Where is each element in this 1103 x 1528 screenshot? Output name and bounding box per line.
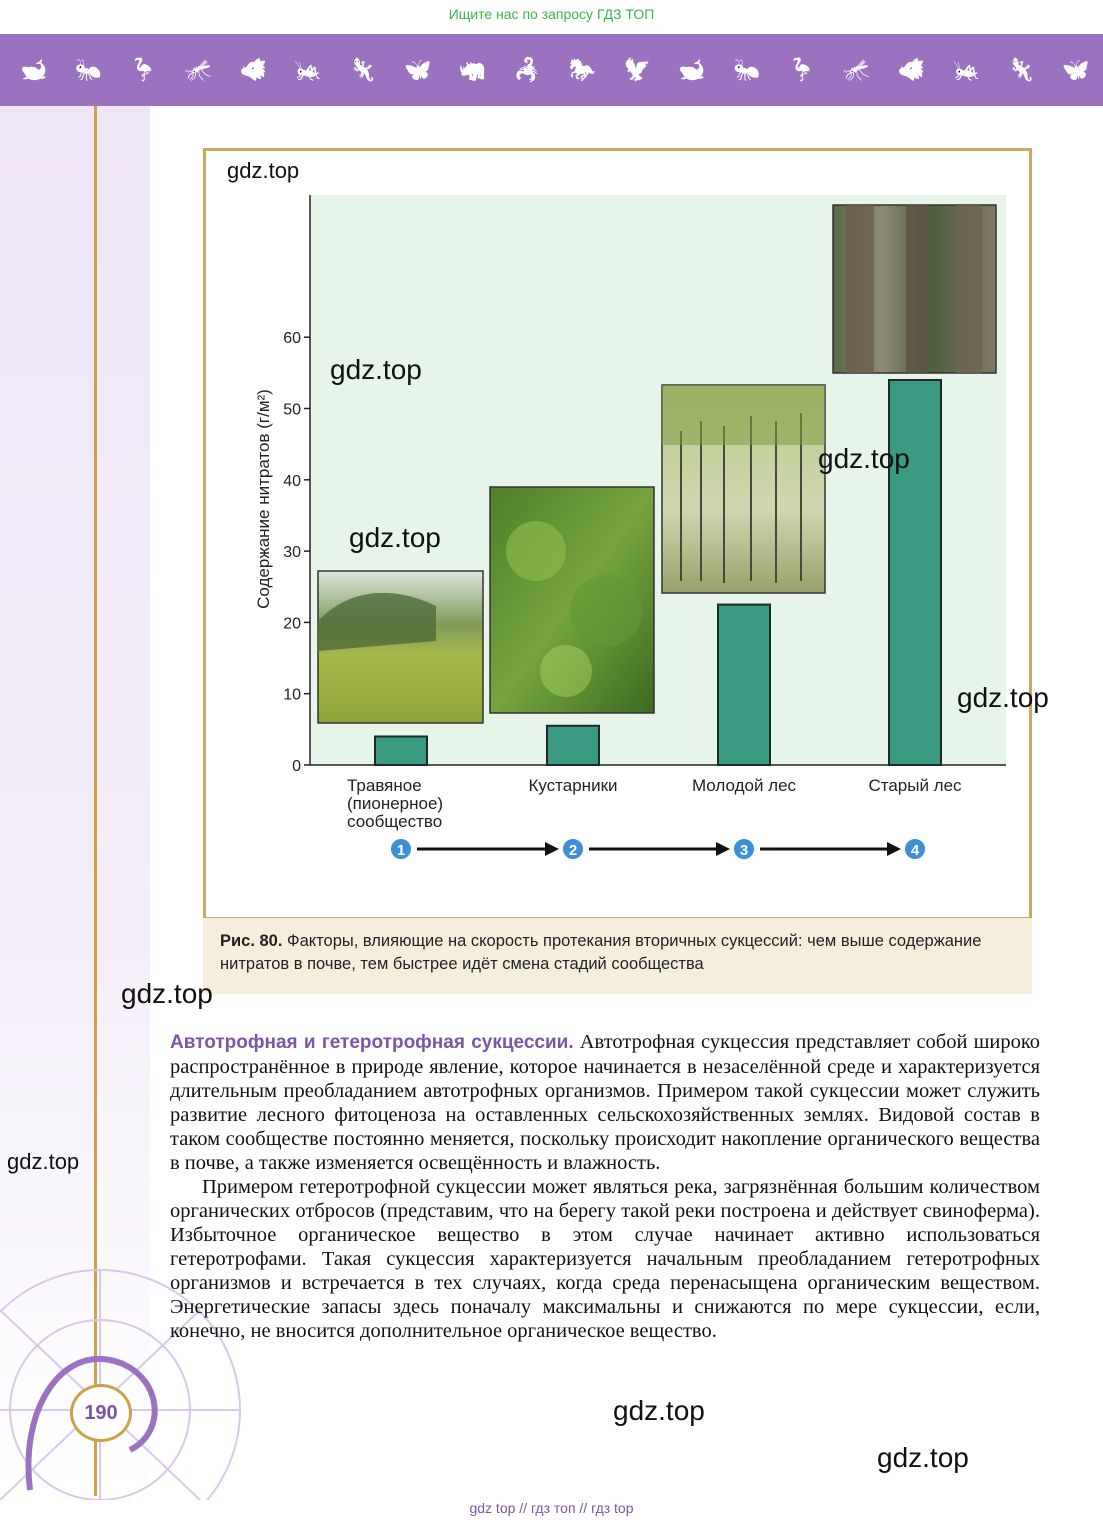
watermark: gdz.top [613,1395,705,1426]
watermark: gdz.top [349,522,441,553]
animal-silhouette-icon: 🦎 [349,57,377,82]
watermark: gdz.top [7,1149,80,1174]
stage-number: 3 [739,842,749,859]
x-tick-label: Молодой лес [691,776,797,795]
stage-number: 2 [568,842,578,859]
x-tick-label: Кустарники [528,776,618,795]
y-tick-label: 60 [283,330,301,348]
top-search-link[interactable]: Ищите нас по запросу ГДЗ ТОП [448,6,655,22]
stage-arrow-head [887,842,901,856]
animal-silhouette-icon: 🐎 [568,57,596,82]
section-heading: Автотрофная и гетеротрофная сукцессии. [170,1032,574,1053]
paragraph-2: Примером гетеротрофной сукцессии может являться река, загрязнённая большим количеством органических отбросов (представим, что на берегу такой реки построена и действует свиноферма). Избыточное органическое вещество в этом случае начинает активно использоваться гетеротрофами. Такая сукцессия характеризуется начальным преобладанием гетеротрофных организмов и встречается в тех случаях, когда среда перенасыщена органическим веществом. Энергетические запасы здесь поначалу максимальны и снижаются по мере сукцессии, если, конечно, не вносится дополнительное органическое вещество. [170,1176,1040,1342]
body-text [170,1030,1040,1343]
footer-links[interactable]: gdz top // гдз топ // гдз top [469,1500,634,1516]
photo-old-forest [833,205,996,373]
animal-silhouette-icon: 🦋 [1062,57,1090,82]
watermark: gdz.top [957,682,1049,713]
animal-silhouette-icon: 🐗 [897,57,926,82]
figure-80-frame [203,148,1032,920]
animal-silhouette-icon: 🦩 [788,57,816,82]
animal-silhouette-icon: 🦩 [129,57,158,82]
y-tick-label: 10 [283,686,301,704]
y-tick-label: 0 [292,758,301,775]
animal-silhouette-icon: 🦟 [184,57,212,82]
animal-silhouette-icon: 🦏 [458,57,487,82]
nitrate-bar-chart [206,151,1029,917]
animal-silhouette-icon: 🐗 [239,57,267,82]
photo-young-forest [662,385,825,593]
bar [889,380,941,765]
animal-silhouette-icon: 🐜 [733,57,761,82]
paragraph-1 [170,1030,1040,1175]
header-banner [0,34,1103,106]
animal-silhouette-icon: 🦂 [513,57,542,82]
watermark: gdz.top [227,158,300,183]
stage-number: 4 [910,842,920,859]
x-tick-label: Старый лес [868,776,962,795]
figure-caption-box [203,918,1032,994]
bar [375,736,427,765]
watermark: gdz.top [330,354,422,385]
figure-caption-text: Факторы, влияющие на скорость протекания вторичных сукцессий: чем выше содержание нитратов в почве, тем быстрее идёт смена стадий сообщества [220,932,982,973]
watermark: gdz.top [818,443,910,474]
bar [718,605,770,765]
stage-number: 1 [396,842,406,859]
y-tick-label: 50 [283,401,301,419]
photo-meadow [318,571,483,723]
animal-silhouette-icon: 🦅 [623,57,651,82]
animal-silhouettes [20,34,1090,106]
stage-arrow-head [716,842,730,856]
y-axis-label: Содержание нитратов (г/м²) [254,389,273,609]
animal-silhouette-icon: 🦋 [404,57,432,82]
y-tick-label: 30 [283,544,301,562]
bar [547,726,599,765]
stage-arrow-head [545,842,559,856]
watermark: gdz.top [121,978,213,1009]
page-number: 190 [70,1384,132,1442]
y-tick-label: 40 [283,472,301,490]
photo-shrubs [490,487,654,713]
watermark: gdz.top [877,1442,969,1473]
animal-silhouette-icon: 🦗 [952,57,981,82]
animal-silhouette-icon: 🐋 [678,57,706,82]
figure-label: Рис. 80. [220,932,283,950]
animal-silhouette-icon: 🐋 [20,57,48,82]
x-tick-label: Травяное (пионерное) сообщество [347,776,444,831]
animal-silhouette-icon: 🐜 [74,57,103,82]
animal-silhouette-icon: 🦗 [294,57,322,82]
animal-silhouette-icon: 🦟 [842,57,871,82]
animal-silhouette-icon: 🦎 [1007,57,1035,82]
y-tick-label: 20 [283,615,301,633]
paragraph-1-text: Автотрофная сукцессия представляет собой широко распространённое в природе явление, которое начинается в незаселённой среде и характеризуется длительным преобладанием автотрофных организмов. Примером такой сукцессии может служить развитие лесного фитоценоза на оставленных сельскохозяйственных землях. Видовой состав в таком сообществе постоянно меняется, поскольку происходит накопление органического вещества в почве, а также изменяется освещённость и влажность. [170,1031,1040,1174]
figure-caption [220,930,1020,976]
